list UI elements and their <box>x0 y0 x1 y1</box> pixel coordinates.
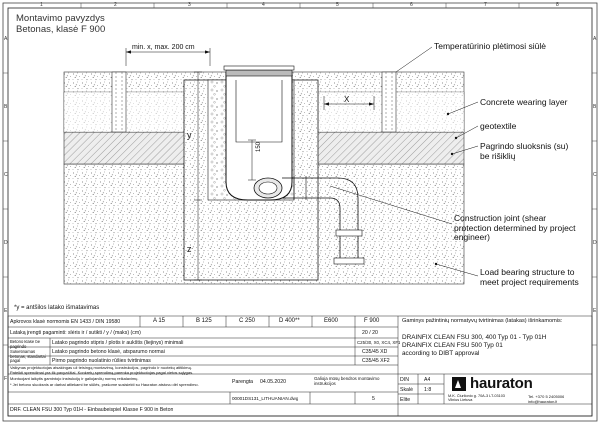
tb-row4-value: C35/45 XD <box>362 349 388 355</box>
tb-class-a15: A 15 <box>153 318 166 324</box>
tb-row2-value: 20 / 20 <box>362 330 378 336</box>
tb-product-line: DRF. CLEAN FSU 300 Typ 01H - Einbaubeispiel Klasse F 900 in Beton <box>10 407 174 413</box>
tb-file: 00001DS131_LITHUANIAN.dwg <box>232 396 299 401</box>
tb-date: 04.05.2020 <box>260 379 286 385</box>
tb-class-b125: B 125 <box>196 318 212 324</box>
grid-row-f: F <box>4 376 8 382</box>
dim-x: X <box>344 95 350 104</box>
dim-z: z <box>187 244 192 254</box>
footnote: *y = antšilos latako išmatavimas <box>14 305 100 311</box>
drawing-title-line1: Montavimo pavyzdys <box>16 13 105 24</box>
tb-note-2: Pateikti sprendimai yra tik pavyzdžiai. Konkretų sprendimą parenka projektuotojas pagal vietos sąlygas. <box>10 371 194 375</box>
grid-col-8: 8 <box>556 2 559 8</box>
company-email: info@hauraton.lt <box>528 399 558 404</box>
tb-class-d400: D 400** <box>279 318 300 324</box>
dim-top-span: min. x, max. 200 cm <box>132 44 195 51</box>
grid-row-d: D <box>4 240 8 246</box>
dim-y: y <box>187 130 192 140</box>
tb-row3-label: Latako pagrindo stipris / plotis ir aukštis (liejinys) minimali <box>52 340 184 346</box>
tb-row2-label: Lataką įrengti pagaminti: slėris ir / sutikti / y / (maks) (cm) <box>10 330 141 336</box>
grid-col-3: 3 <box>188 2 191 8</box>
tb-standard-row: Apkrovos klasė normomis EN 1433 / DIN 19580 <box>10 319 121 325</box>
tb-row5-label: Pirmo pagrindo nuolatinio rūšies tvirtinimas <box>52 358 151 364</box>
tb-note-4: * Jei betono sluoksnis ar darbai atliekami be siūlės, prašome susisiekti su Hauraton atstovu dėl sprendimo. <box>10 383 199 387</box>
grid-row-c: C <box>4 172 8 178</box>
company-name: hauraton <box>470 375 533 392</box>
tb-description: Galioja mūsų bendros montavimo instrukcijos <box>314 376 380 386</box>
hauraton-logo-mark <box>452 377 466 391</box>
tb-row5-value: C35/45 XF2 <box>362 358 390 364</box>
grid-col-5: 5 <box>336 2 339 8</box>
tb-format-label: DIN <box>400 377 409 383</box>
grid-col-1: 1 <box>40 2 43 8</box>
tb-scale: 1:8 <box>424 387 432 393</box>
dim-150: 150 <box>256 141 262 152</box>
company-phone: Tel. +370 5 2405006 <box>528 394 565 399</box>
grid-row-b-right: B <box>593 104 597 110</box>
label-base-layer: Pagrindo sluoksnis (su) be rišiklių <box>480 141 569 161</box>
tb-approval-line-3: according to DIBT approval <box>402 350 480 357</box>
tb-approval-heading: Gaminys pažintinių normatyvų tvirtinimas (latakas) išrinkamomis: <box>402 318 563 324</box>
tb-format: A4 <box>424 377 431 383</box>
tb-note-3: Montuojant laikytis gamintojo instrukcijų ir galiojančių normų reikalavimų. <box>10 377 139 381</box>
tb-class-c250: C 250 <box>239 318 256 324</box>
tb-side-label-1: Betono klasė be pagrindo <box>10 340 41 349</box>
grid-row-d-right: D <box>593 240 597 246</box>
tb-side-label-2: Sukietinamas betonas, standartai pagal <box>10 350 46 364</box>
grid-col-7: 7 <box>484 2 487 8</box>
grid-row-c-right: C <box>593 172 597 178</box>
tb-scale-label: Skalė <box>400 387 413 393</box>
label-wearing-layer: Concrete wearing layer <box>480 97 568 107</box>
tb-edition-label: Elite <box>400 397 411 403</box>
grid-row-a-right: A <box>593 36 597 42</box>
label-load-bearing: Load bearing structure to meet project requirements <box>480 267 579 287</box>
grid-row-e-right: E <box>593 308 597 314</box>
company-address: M.K. Čiurlionio g. 70A-3 LT-03103 Vilnius Lietuva <box>448 394 505 403</box>
tb-class-f900: F 900 <box>364 318 380 324</box>
grid-col-4: 4 <box>262 2 265 8</box>
tb-approval-line-2: DRAINFIX CLEAN FSU 500 Typ 01 <box>402 342 503 349</box>
grid-col-2: 2 <box>114 2 117 8</box>
tb-row4-label: Latako pagrindo betono klasė, atsparumo normai <box>52 349 165 355</box>
tb-row3-value: C25/30, X0, XC4, XF1 <box>357 340 401 345</box>
tb-sheet-no: 5 <box>372 396 375 402</box>
grid-row-e: E <box>4 308 8 314</box>
label-geotextile: geotextile <box>480 121 517 131</box>
tb-class-e600: E600 <box>324 318 339 324</box>
grid-row-a: A <box>4 36 8 42</box>
drawing-title-line2: Betonas, klasė F 900 <box>16 24 106 35</box>
tb-note-1: Vaikynas projektuotojas atsakingas už teisingą montavimą, konstrukcijos, pagrindo ir nuotekų atitikimą. <box>10 366 192 370</box>
tb-approval-line-1: DRAINFIX CLEAN FSU 300, 400 Typ 01 - Typ 01H <box>402 334 547 341</box>
grid-row-b: B <box>4 104 8 110</box>
label-expansion-joint: Temperatūrinio plėtimosi siūlė <box>434 41 546 51</box>
grid-col-6: 6 <box>410 2 413 8</box>
tb-drawn-label: Parengta <box>232 379 254 385</box>
label-construction-joint: Construction joint (shear protection determined by project engineer) <box>454 213 576 242</box>
